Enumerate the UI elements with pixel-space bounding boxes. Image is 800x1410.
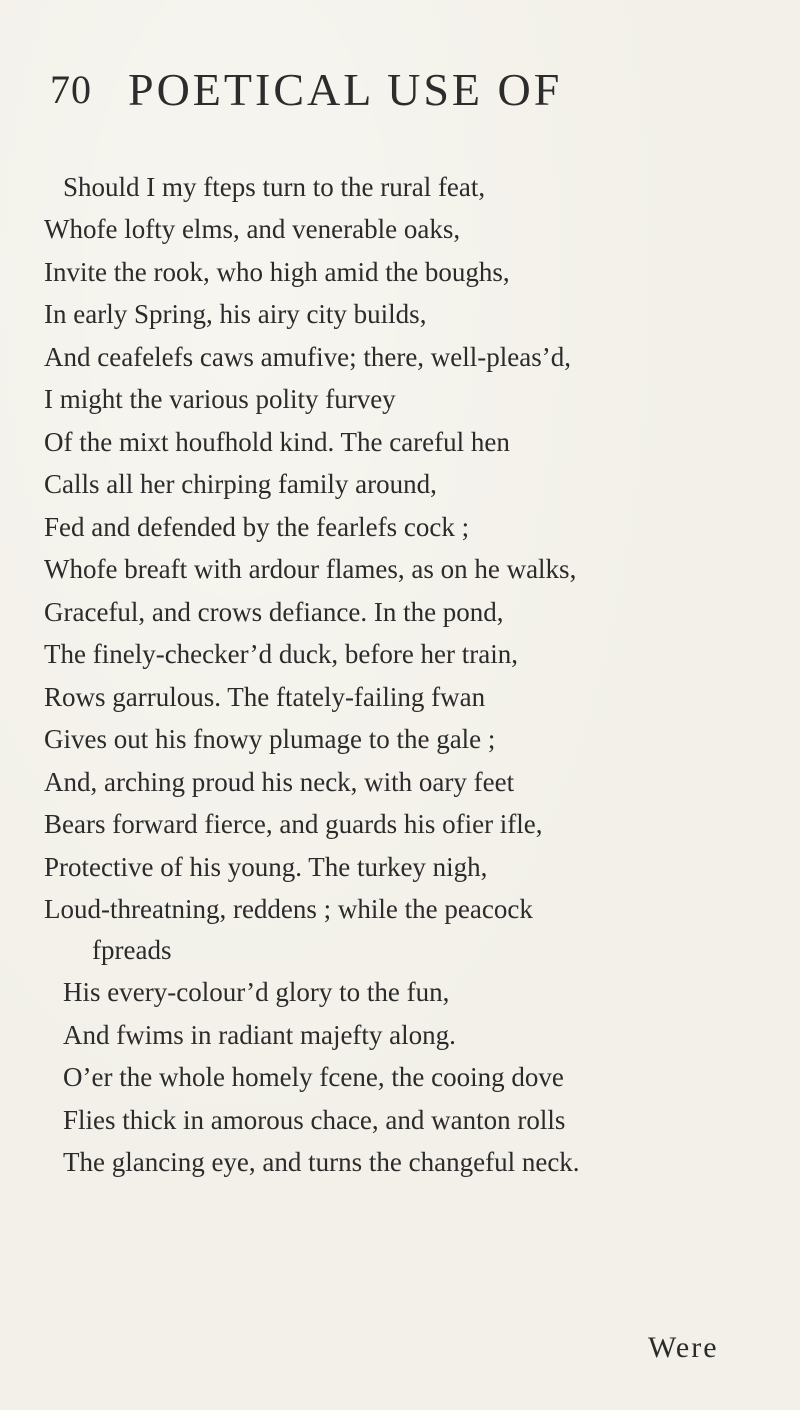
poem-line: And, arching proud his neck, with oary feet [44,767,515,797]
poem-line: I might the various polity furvey [44,384,396,414]
poem-line: Loud-threatning, reddens ; while the peacock [44,894,533,924]
poem-line: In early Spring, his airy city builds, [44,299,427,329]
poem-line: Fed and defended by the fearlefs cock ; [44,512,470,542]
poem-line: Should I my fteps turn to the rural feat, [63,172,486,202]
poem-line: The glancing eye, and turns the changeful neck. [63,1147,580,1177]
poem-line: Rows garrulous. The ftately-failing fwan [44,682,486,712]
poem-line: Gives out his fnowy plumage to the gale ; [44,724,496,754]
poem-line: Of the mixt houfhold kind. The careful hen [44,427,510,457]
poem-line-turnover: fpreads [92,935,172,965]
page-number: 70 [50,67,92,112]
poem-line: Whofe breaft with ardour flames, as on he walks, [44,554,577,584]
poem-line: Bears forward fierce, and guards his ofier ifle, [44,809,543,839]
poem-line: Invite the rook, who high amid the boughs, [44,257,510,287]
poem-line: Whofe lofty elms, and venerable oaks, [44,214,461,244]
catchword: Were [648,1331,719,1364]
poem-line: The finely-checker’d duck, before her train, [44,639,519,669]
poem-line: Graceful, and crows defiance. In the pond, [44,597,504,627]
poem-line: His every-colour’d glory to the fun, [63,977,450,1007]
poem-line: And ceafelefs caws amufive; there, well-pleas’d, [44,342,572,372]
running-head: POETICAL USE OF [128,64,563,115]
poem-line: And fwims in radiant majefty along. [63,1020,456,1050]
page-header [50,60,750,120]
poem-line: Flies thick in amorous chace, and wanton rolls [63,1105,566,1135]
poem-line: Calls all her chirping family around, [44,469,437,499]
poem-line: O’er the whole homely fcene, the cooing dove [63,1062,564,1092]
poem-line: Protective of his young. The turkey nigh, [44,852,488,882]
